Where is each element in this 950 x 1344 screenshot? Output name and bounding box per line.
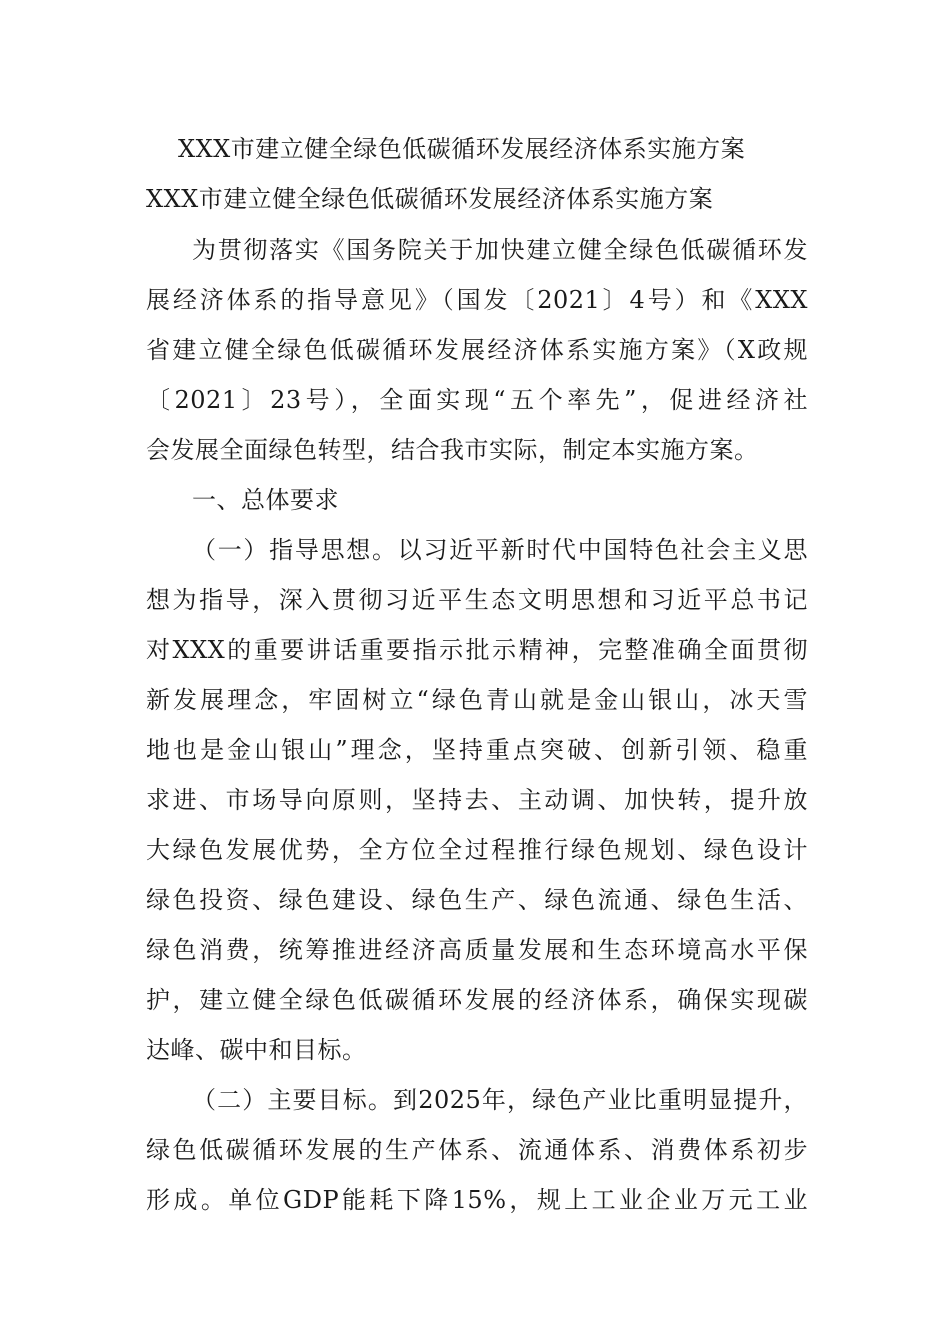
goals-line: 形成。单位GDP能耗下降15%，规上工业企业万元工业 — [146, 1186, 808, 1214]
intro-line: 省建立健全绿色低碳循环发展经济体系实施方案》（X政规 — [146, 336, 808, 364]
guiding-line: 绿色消费，统筹推进经济高质量发展和生态环境高水平保 — [146, 936, 808, 964]
guiding-line: 绿色投资、绿色建设、绿色生产、绿色流通、绿色生活、 — [146, 886, 808, 914]
guiding-line: 新发展理念，牢固树立“绿色青山就是金山银山，冰天雪 — [146, 686, 808, 714]
document-title: XXX市建立健全绿色低碳循环发展经济体系实施方案 — [178, 135, 746, 163]
section-heading: 一、总体要求 — [192, 486, 339, 514]
guiding-line: 对XXX的重要讲话重要指示批示精神，完整准确全面贯彻 — [146, 636, 808, 664]
guiding-line: 达峰、碳中和目标。 — [146, 1036, 367, 1064]
guiding-line: 想为指导，深入贯彻习近平生态文明思想和习近平总书记 — [146, 586, 808, 614]
guiding-line: 地也是金山银山”理念，坚持重点突破、创新引领、稳重 — [146, 736, 808, 764]
goals-line: （二）主要目标。到2025年，绿色产业比重明显提升， — [192, 1086, 808, 1114]
guiding-line: 护，建立健全绿色低碳循环发展的经济体系，确保实现碳 — [146, 986, 808, 1014]
guiding-line: （一）指导思想。以习近平新时代中国特色社会主义思 — [192, 536, 808, 564]
document-subtitle: XXX市建立健全绿色低碳循环发展经济体系实施方案 — [146, 185, 714, 213]
intro-line: 展经济体系的指导意见》（国发〔2021〕4号）和《XXX — [146, 286, 808, 314]
goals-line: 绿色低碳循环发展的生产体系、流通体系、消费体系初步 — [146, 1136, 808, 1164]
intro-line: 〔2021〕23号），全面实现“五个率先”，促进经济社 — [146, 386, 808, 414]
guiding-line: 大绿色发展优势，全方位全过程推行绿色规划、绿色设计 — [146, 836, 808, 864]
intro-line: 会发展全面绿色转型，结合我市实际，制定本实施方案。 — [146, 436, 759, 464]
guiding-line: 求进、市场导向原则，坚持去、主动调、加快转，提升放 — [146, 786, 808, 814]
intro-line: 为贯彻落实《国务院关于加快建立健全绿色低碳循环发 — [192, 236, 808, 264]
